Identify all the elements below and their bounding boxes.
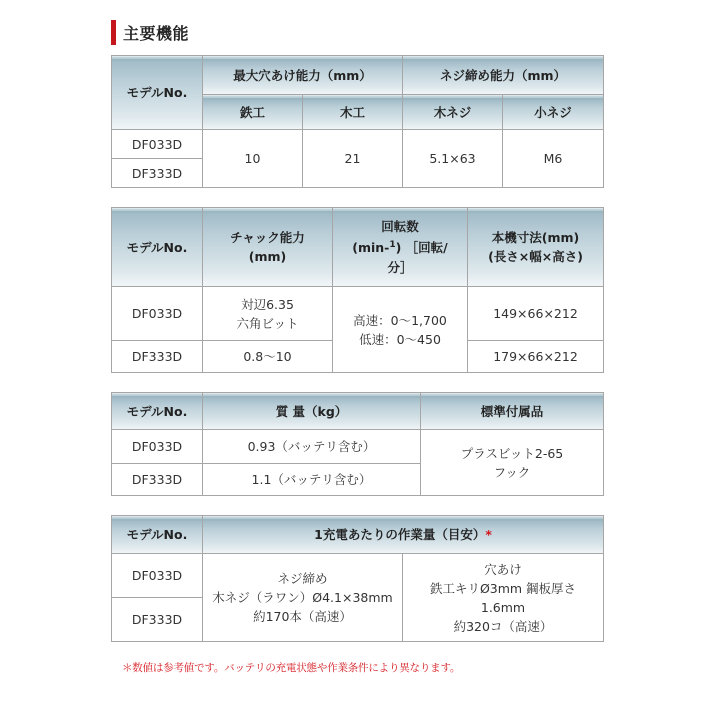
section-title — [111, 20, 189, 45]
screw-work-value: ネジ締め 木ネジ（ラワン）Ø4.1×38mm 約170本（高速） — [203, 554, 403, 642]
chuck-rpm-size-table — [111, 207, 604, 373]
asterisk-mark: * — [485, 527, 492, 542]
header-accessories: 標準付属品 — [421, 393, 604, 430]
mass-value: 0.93（バッテリ含む） — [203, 430, 421, 464]
header-small-screw: 小ネジ — [503, 95, 604, 130]
header-model: モデルNo. — [112, 516, 203, 554]
table-row — [112, 287, 604, 341]
model-cell: DF033D — [112, 430, 203, 464]
section-title-text: 主要機能 — [123, 24, 190, 43]
chuck-value: 0.8～10 — [203, 341, 333, 373]
model-cell: DF333D — [112, 341, 203, 373]
mass-accessory-table — [111, 392, 604, 496]
header-wood-screw: 木ネジ — [403, 95, 503, 130]
header-drill-capacity: 最大穴あけ能力（mm） — [203, 56, 403, 95]
header-iron: 鉄工 — [203, 95, 303, 130]
model-cell: DF033D — [112, 130, 203, 159]
model-cell: DF033D — [112, 554, 203, 598]
capacity-table — [111, 55, 604, 188]
header-chuck: チャック能力 (mm) — [203, 208, 333, 287]
header-wood: 木工 — [303, 95, 403, 130]
footnote: ＊数値は参考値です。バッテリの充電状態や作業条件により異なります。 — [122, 662, 461, 674]
header-model: モデルNo. — [112, 208, 203, 287]
header-work-amount: 1充電あたりの作業量（目安）* — [203, 516, 604, 554]
mass-value: 1.1（バッテリ含む） — [203, 464, 421, 496]
header-rpm: 回転数 (min-$^1$) ［回転/ 分］ — [333, 208, 468, 287]
dimensions-value: 179×66×212 — [468, 341, 604, 373]
header-model: モデルNo. — [112, 56, 203, 130]
title-accent-bar — [111, 20, 116, 45]
header-model: モデルNo. — [112, 393, 203, 430]
accessories-value: プラスビット2-65 フック — [421, 430, 604, 496]
model-cell: DF333D — [112, 598, 203, 642]
dimensions-value: 149×66×212 — [468, 287, 604, 341]
work-per-charge-table — [111, 515, 604, 642]
model-cell: DF333D — [112, 464, 203, 496]
drill-work-value: 穴あけ 鉄工キリØ3mm 鋼板厚さ 1.6mm 約320コ（高速） — [403, 554, 604, 642]
rpm-value: 高速：0～1,700 低速：0～450 — [333, 287, 468, 373]
table-row — [112, 130, 604, 159]
model-cell: DF033D — [112, 287, 203, 341]
header-mass: 質 量（kg） — [203, 393, 421, 430]
wood-screw-value: 5.1×63 — [403, 130, 503, 188]
header-screw-capacity: ネジ締め能力（mm） — [403, 56, 604, 95]
table-row — [112, 430, 604, 464]
table-row — [112, 554, 604, 598]
chuck-value: 対辺6.35 六角ビット — [203, 287, 333, 341]
small-screw-value: M6 — [503, 130, 604, 188]
iron-value: 10 — [203, 130, 303, 188]
header-dimensions: 本機寸法(mm) (長さ×幅×高さ) — [468, 208, 604, 287]
wood-value: 21 — [303, 130, 403, 188]
model-cell: DF333D — [112, 159, 203, 188]
